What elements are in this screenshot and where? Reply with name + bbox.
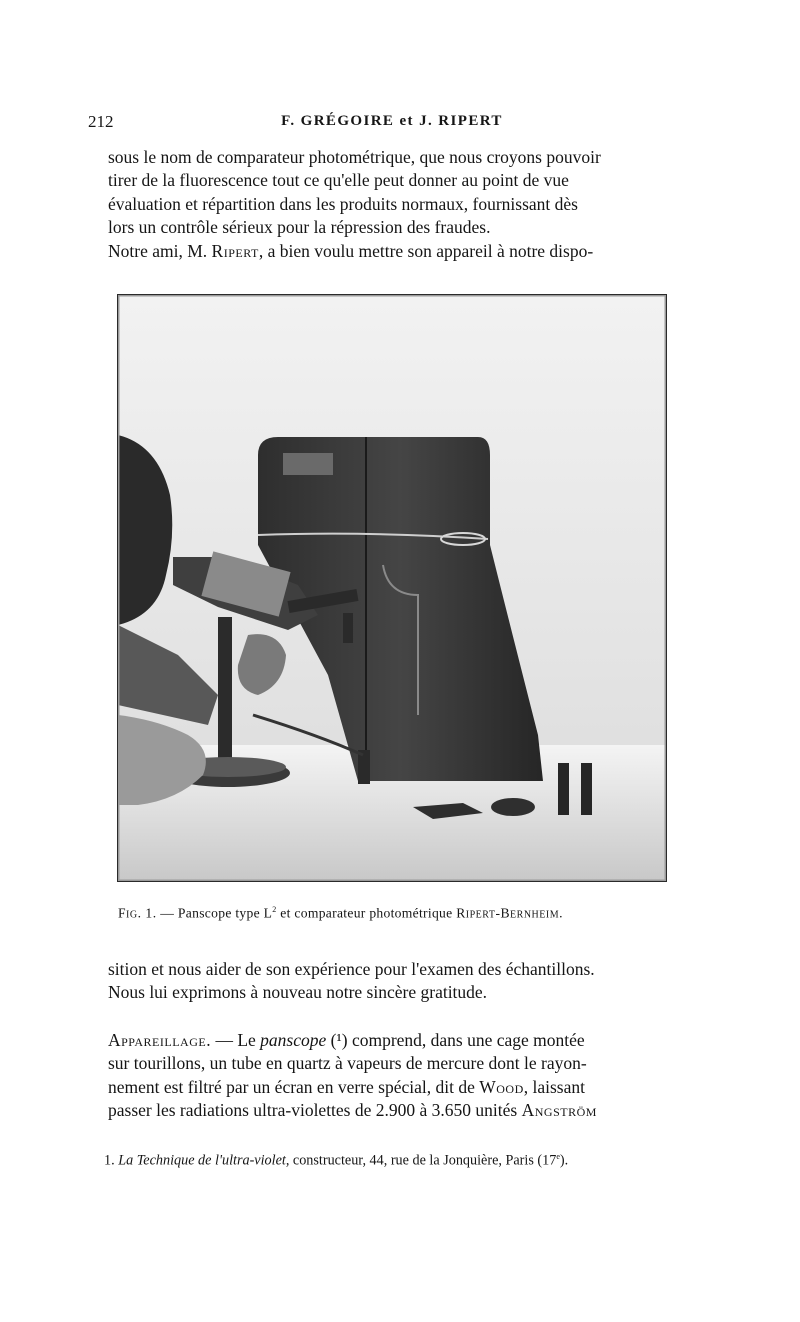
paragraph-line: évaluation et répartition dans les produits normaux, fournissant dès [108,193,578,214]
body-text-top [108,146,696,263]
paragraph-line: Notre ami, M. Ripert, a bien voulu mettre son appareil à notre dispo- [108,240,594,261]
author-name: Ripert [211,240,259,261]
body-text-middle [108,958,696,1005]
paragraph-line: Appareillage. — Le panscope (¹) comprend, dans une cage montée [108,1030,585,1050]
paragraph-line: nement est filtré par un écran en verre spécial, dit de Wood, laissant [108,1076,585,1097]
section-heading: Appareillage. [108,1030,212,1050]
footnote-ref: (¹) [326,1030,348,1050]
running-title: F. GRÉGOIRE et J. RIPERT [281,113,503,129]
body-text-bottom [108,1029,696,1123]
paragraph-line: Nous lui exprimons à nouveau notre sincère gratitude. [108,982,488,1003]
term-panscope: panscope [260,1030,327,1050]
figure-label: Fig. 1. [118,905,157,921]
paragraph-line: passer les radiations ultra-violettes de 2.900 à 3.650 unités Angström [108,1100,597,1121]
panscope-photograph [118,295,666,881]
paragraph-line: sition et nous aider de son expérience pour l'examen des échantillons. [108,959,595,979]
running-head [88,112,696,134]
paragraph-line: sur tourillons, un tube en quartz à vapeurs de mercure dont le rayon- [108,1053,587,1074]
figure-caption: Fig. 1. — Panscope type $L^2$ et comparateur photométrique Ripert-Bernheim. [118,905,563,921]
paragraph-line: sous le nom de comparateur photométrique, que nous croyons pouvoir [108,147,601,167]
footnote-number: 1. [104,1152,115,1169]
paragraph-line: lors un contrôle sérieux pour la répression des fraudes. [108,217,491,238]
page-number: 212 [88,112,114,131]
figure-credit-names: Ripert-Bernheim. [456,905,563,921]
footnote-title: La Technique de l'ultra-violet [118,1152,286,1169]
footnote: 1. La Technique de l'ultra-violet, constructeur, 44, rue de la Jonquière, Paris (17e). [104,1152,569,1169]
paragraph-line: tirer de la fluorescence tout ce qu'elle peut donner au point de vue [108,170,569,191]
figure-photo-panscope [117,294,667,882]
